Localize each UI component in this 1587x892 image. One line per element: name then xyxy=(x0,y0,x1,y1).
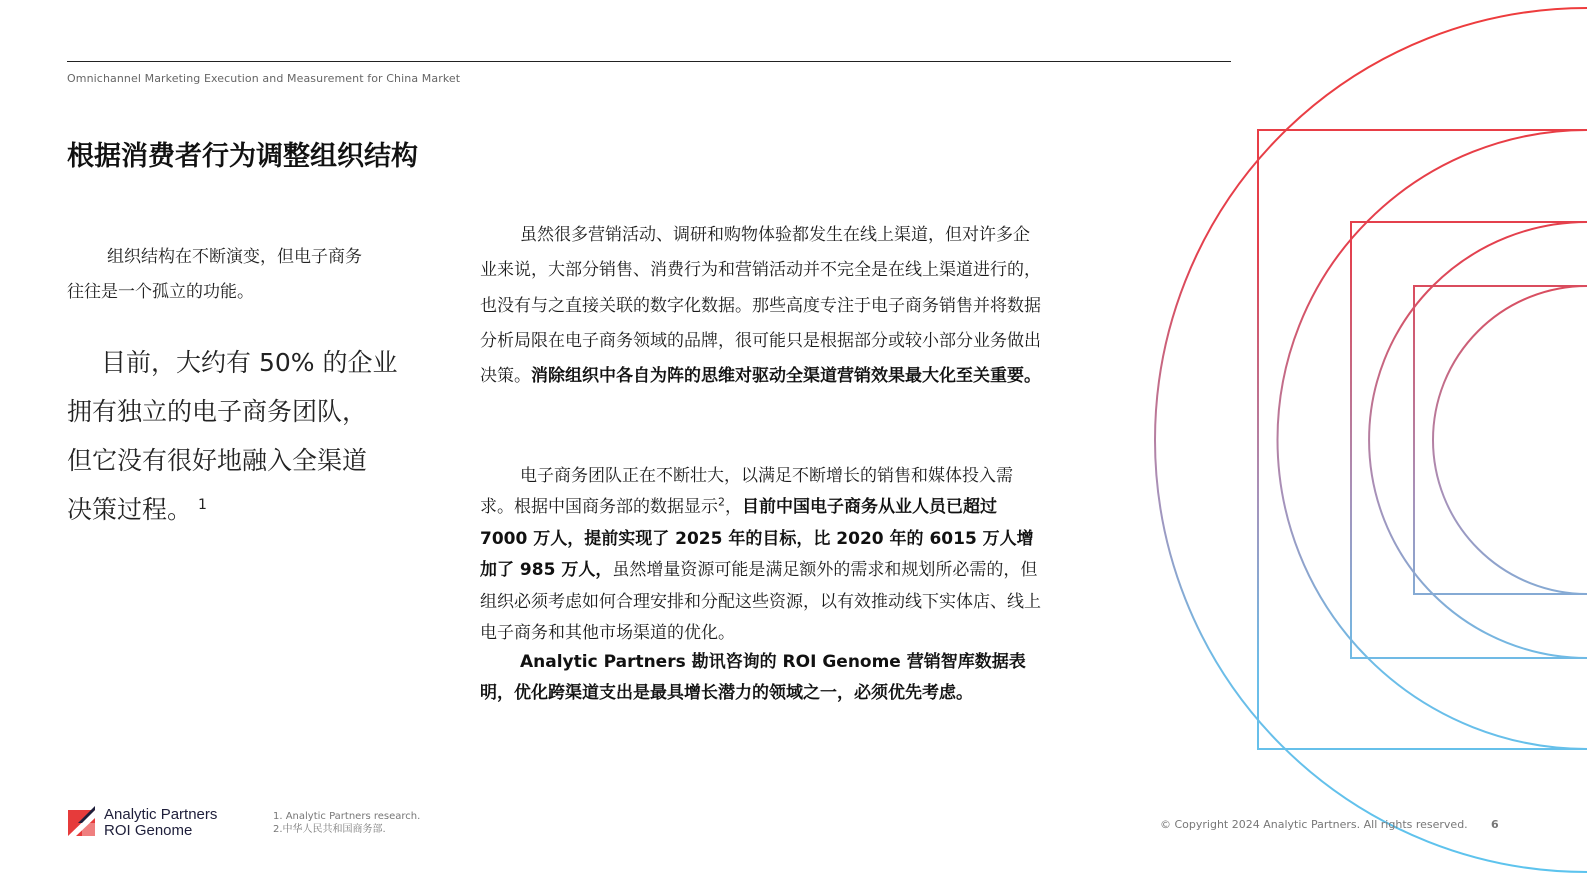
square-inner xyxy=(1414,286,1587,594)
p3-emphasis: Analytic Partners 勘讯咨询的 ROI Genome 营销智库数据表明，优化跨渠道支出是最具增长潜力的领域之一，必须优先考虑。 xyxy=(480,652,1026,704)
analytic-partners-logo-icon xyxy=(68,806,96,836)
page-title: 根据消费者行为调整组织结构 xyxy=(67,141,418,172)
body-paragraph-3 xyxy=(480,647,1045,710)
body-paragraph-2 xyxy=(480,461,1045,649)
running-header: Omnichannel Marketing Execution and Measurement for China Market xyxy=(67,72,461,85)
brand-name xyxy=(104,807,217,839)
intro-line-2: 往往是一个孤立的功能。 xyxy=(67,282,254,302)
arch-inner xyxy=(1433,286,1587,594)
square-middle xyxy=(1351,222,1587,658)
footnotes xyxy=(273,810,420,836)
header-rule xyxy=(67,61,1231,62)
pull-quote-line-4: 决策过程。 xyxy=(67,495,193,524)
footnote-2: 2.中华人民共和国商务部. xyxy=(273,824,386,835)
intro-text xyxy=(67,240,407,310)
footnote-1: 1. Analytic Partners research. xyxy=(273,811,421,822)
footnote-ref-1[interactable]: 1 xyxy=(198,496,207,513)
brand-line-2: ROI Genome xyxy=(104,822,193,839)
brand-line-1: Analytic Partners xyxy=(104,806,218,823)
pull-quote-line-1: 目前，大约有 50% 的企业 xyxy=(101,348,398,377)
p2-text-a: 电子商务团队正在不断壮大，以满足不断增长的销售和媒体投入需求。根据中国商务部的数据显示 xyxy=(480,466,1013,518)
p2-emphasis: 目前中国电子商务从业人员已超过 7000 万人，提前实现了 2025 年的目标，比 2020 年的 6015 万人增加了 985 万人， xyxy=(480,497,1034,581)
copyright: © Copyright 2024 Analytic Partners. All rights reserved. xyxy=(1160,818,1468,831)
pull-quote-line-3: 但它没有很好地融入全渠道 xyxy=(67,446,368,475)
arch-middle xyxy=(1369,222,1587,658)
p2-text-b: ， xyxy=(725,497,742,518)
p1-text: 虽然很多营销活动、调研和购物体验都发生在线上渠道，但对许多企业来说，大部分销售、消费行为和营销活动并不完全是在线上渠道进行的，也没有与之直接关联的数字化数据。那些高度专注于电子商务销售并将数据分析局限在电子商务领域的品牌，很可能只是根据部分或较小部分业务做出决策。 xyxy=(480,225,1041,387)
footnote-ref-2[interactable]: 2 xyxy=(718,495,725,509)
page-number: 6 xyxy=(1491,818,1499,831)
pull-quote-line-2: 拥有独立的电子商务团队， xyxy=(67,397,368,426)
intro-line-1: 组织结构在不断演变，但电子商务 xyxy=(107,247,362,267)
pull-quote xyxy=(67,338,427,534)
p2-text-c: 虽然增量资源可能是满足额外的需求和规划所必需的，但组织必须考虑如何合理安排和分配这些资源，以有效推动线下实体店、线上电子商务和其他市场渠道的优化。 xyxy=(480,560,1041,644)
body-paragraph-1 xyxy=(480,218,1045,394)
p1-emphasis: 消除组织中各自为阵的思维对驱动全渠道营销效果最大化至关重要。 xyxy=(531,366,1041,387)
